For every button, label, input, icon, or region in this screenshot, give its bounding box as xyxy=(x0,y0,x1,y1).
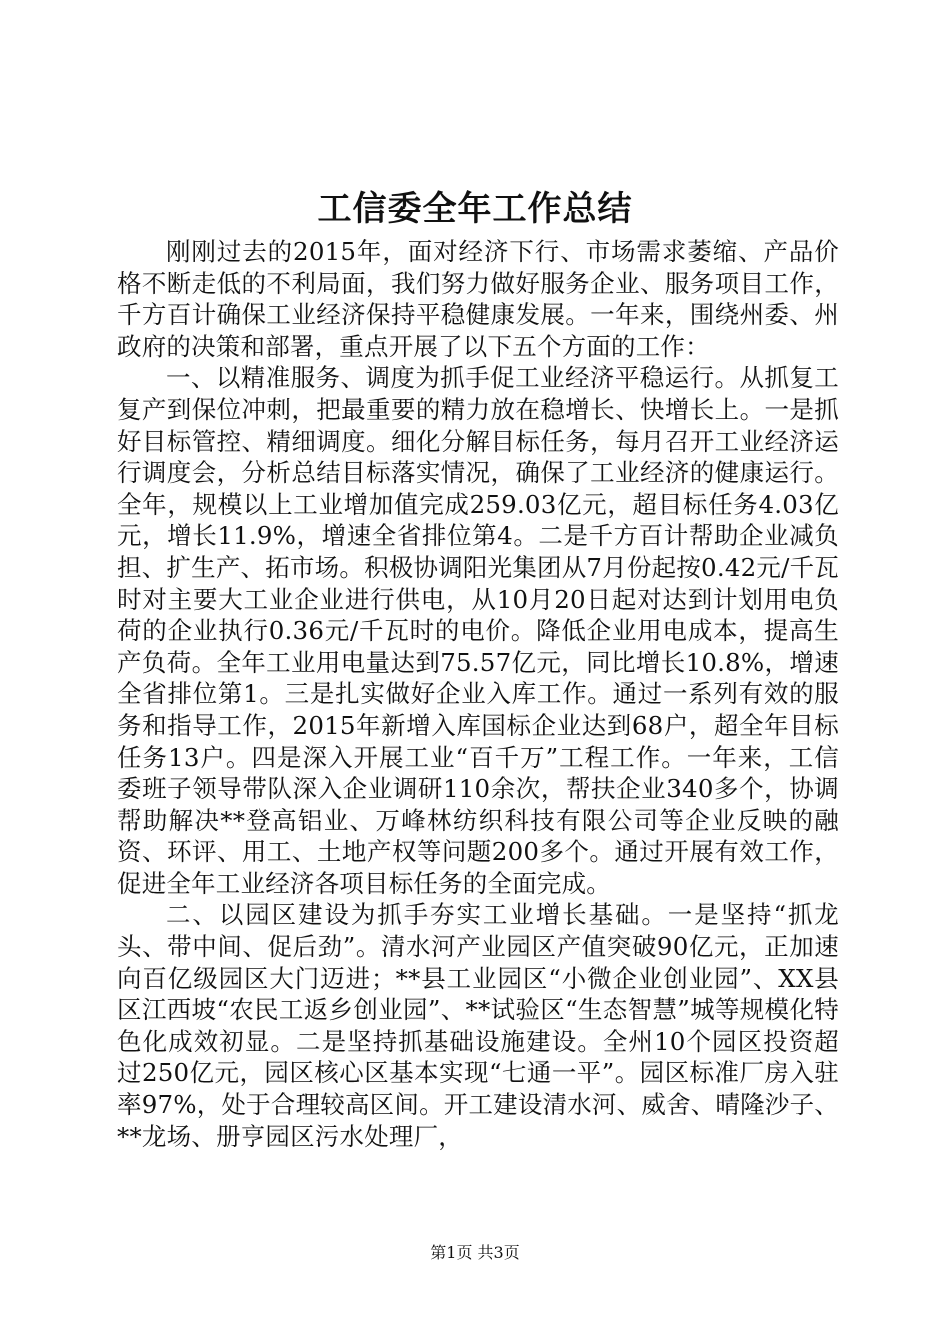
page-footer: 第1页 共3页 xyxy=(430,1243,520,1262)
paragraph-section-two: 二、以园区建设为抓手夯实工业增长基础。一是坚持“抓龙头、带中间、促后劲”。清水河产业园区产值突破90亿元，正加速向百亿级园区大门迈进；**县工业园区“小微企业创业园”、XX县区江西坡“农民工返乡创业园”、**试验区“生态智慧”城等规模化特色化成效初显。二是坚持抓基础设施建设。全州10个园区投资超过250亿元，园区核心区基本实现“七通一平”。园区标准厂房入驻率97%，处于合理较高区间。开工建设清水河、威舍、晴隆沙子、**龙场、册亨园区污水处理厂， xyxy=(117,900,839,1151)
paragraph-section-one: 一、以精准服务、调度为抓手促工业经济平稳运行。从抓复工复产到保位冲刺，把最重要的精力放在稳增长、快增长上。一是抓好目标管控、精细调度。细化分解目标任务，每月召开工业经济运行调度会，分析总结目标落实情况，确保了工业经济的健康运行。全年，规模以上工业增加值完成259.03亿元，超目标任务4.03亿元，增长11.9%，增速全省排位第4。二是千方百计帮助企业减负担、扩生产、拓市场。积极协调阳光集团从7月份起按0.42元/千瓦时对主要大工业企业进行供电，从10月20日起对达到计划用电负荷的企业执行0.36元/千瓦时的电价。降低企业用电成本，提高生产负荷。全年工业用电量达到75.57亿元，同比增长10.8%，增速全省排位第1。三是扎实做好企业入库工作。通过一系列有效的服务和指导工作，2015年新增入库国标企业达到68户，超全年目标任务13户。四是深入开展工业“百千万”工程工作。一年来，工信委班子领导带队深入企业调研110余次，帮扶企业340多个，协调帮助解决**登高铝业、万峰林纺织科技有限公司等企业反映的融资、环评、用工、土地产权等问题200多个。通过开展有效工作，促进全年工业经济各项目标任务的全面完成。 xyxy=(117,363,839,898)
document-body xyxy=(117,236,839,1152)
document-title: 工信委全年工作总结 xyxy=(317,189,633,229)
paragraph-intro: 刚刚过去的2015年，面对经济下行、市场需求萎缩、产品价格不断走低的不利局面，我们努力做好服务企业、服务项目工作，千方百计确保工业经济保持平稳健康发展。一年来，围绕州委、州政府的决策和部署，重点开展了以下五个方面的工作： xyxy=(117,237,839,361)
